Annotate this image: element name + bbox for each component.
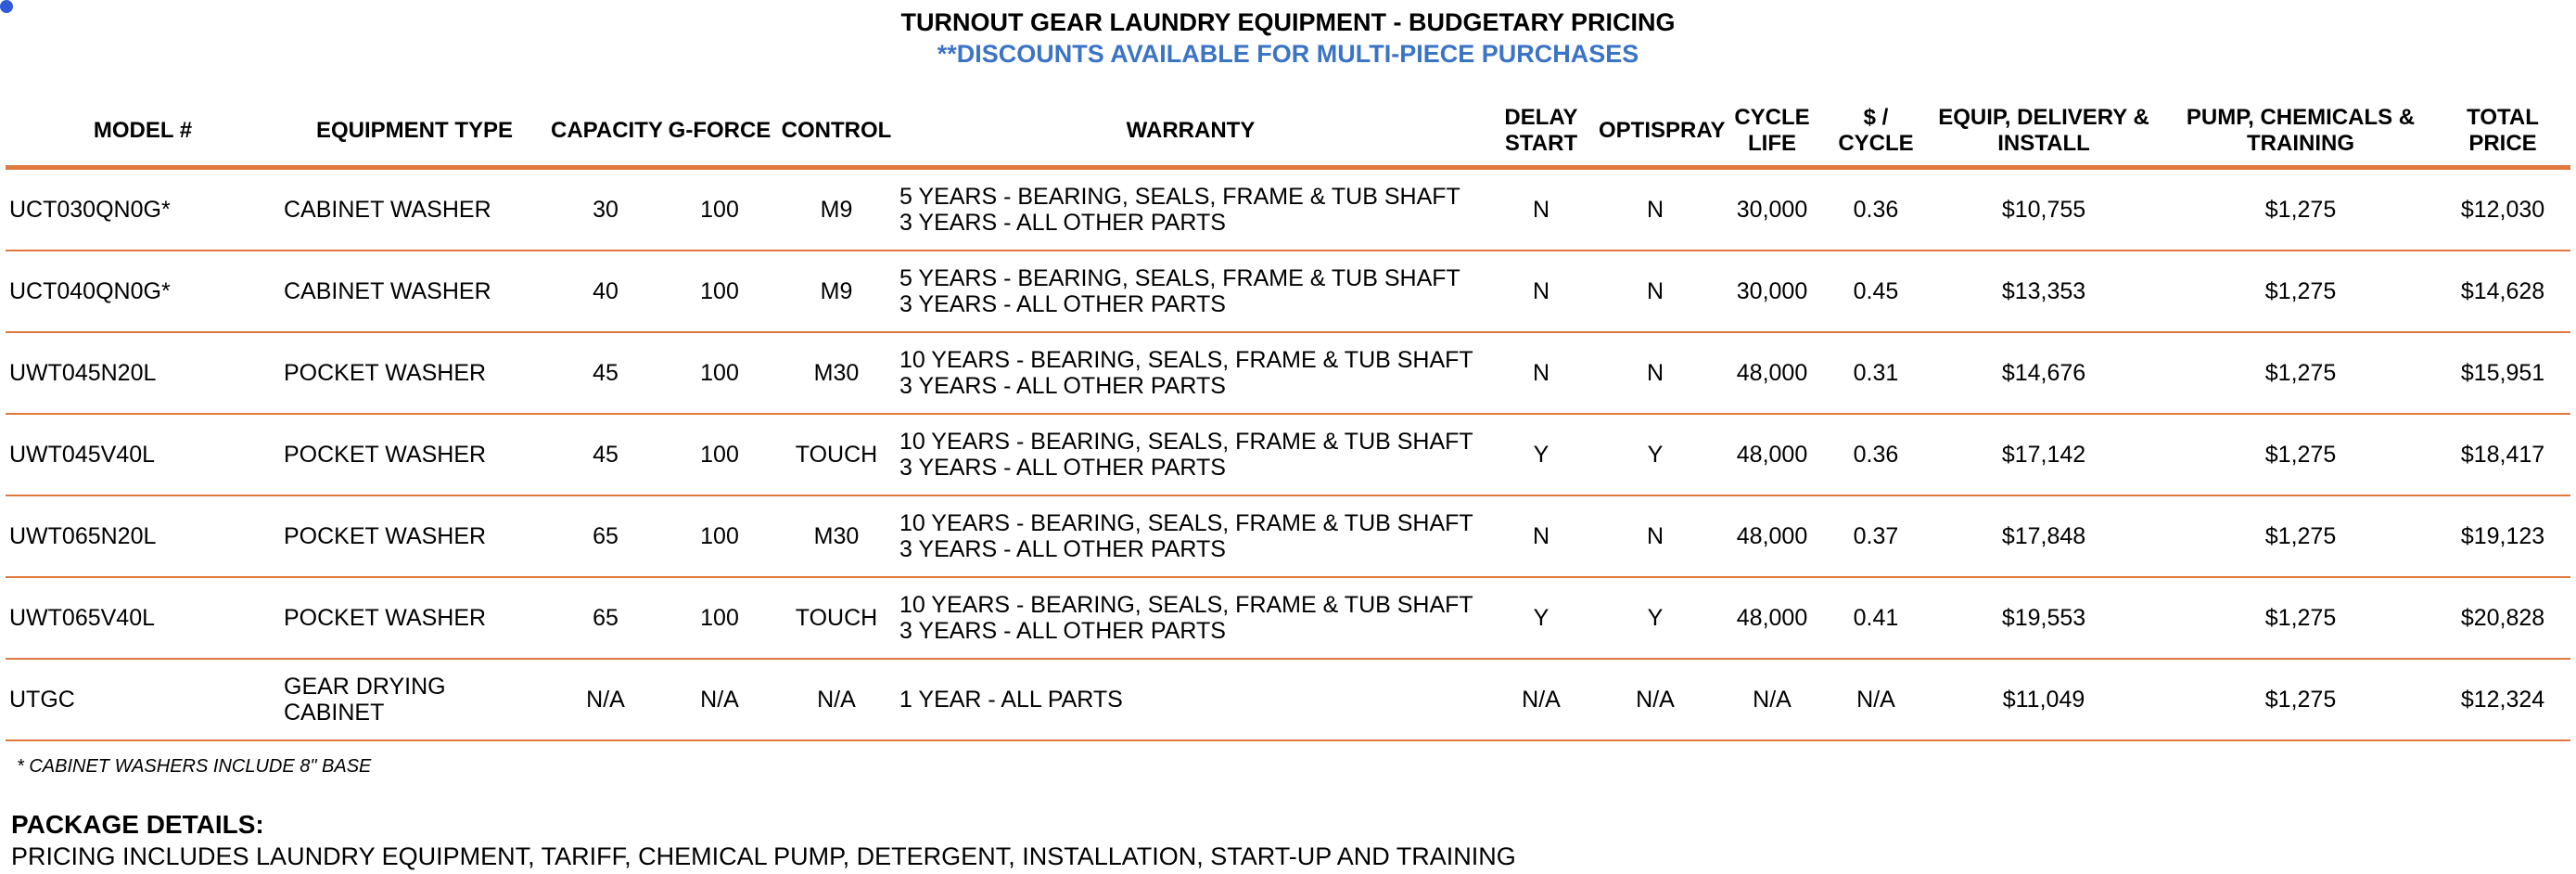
cell-model: UWT065N20L (6, 495, 280, 577)
cell-cycle-life: 48,000 (1714, 332, 1830, 414)
cell-optispray: N (1597, 251, 1714, 332)
cell-equipment-type: CABINET WASHER (280, 251, 549, 332)
table-row (6, 495, 2570, 577)
table-row (6, 577, 2570, 659)
cell-gforce: 100 (662, 251, 777, 332)
header-cycle-life: CYCLE LIFE (1714, 100, 1830, 168)
table-row (6, 414, 2570, 495)
cell-per-cycle: 0.31 (1830, 332, 1921, 414)
header-control: CONTROL (777, 100, 896, 168)
cell-delay-start: N (1486, 168, 1597, 251)
cell-equip-delivery-install: $11,049 (1921, 659, 2166, 740)
cell-control: M30 (777, 495, 896, 577)
header-pump-chemicals-training: PUMP, CHEMICALS & TRAINING (2166, 100, 2435, 168)
cell-equip-delivery-install: $10,755 (1921, 168, 2166, 251)
cell-gforce: 100 (662, 495, 777, 577)
cell-model: UTGC (6, 659, 280, 740)
cell-delay-start: Y (1486, 414, 1597, 495)
header-warranty: WARRANTY (896, 100, 1486, 168)
cell-capacity: 40 (549, 251, 662, 332)
table-header-row (6, 100, 2570, 168)
table-row (6, 168, 2570, 251)
cell-control: M9 (777, 168, 896, 251)
cell-per-cycle: N/A (1830, 659, 1921, 740)
discount-notice: **DISCOUNTS AVAILABLE FOR MULTI-PIECE PURCHASES (937, 40, 1639, 68)
cell-cycle-life: N/A (1714, 659, 1830, 740)
cell-total-price: $20,828 (2435, 577, 2570, 659)
cell-equip-delivery-install: $14,676 (1921, 332, 2166, 414)
cell-warranty: 10 YEARS - BEARING, SEALS, FRAME & TUB SHAFT 3 YEARS - ALL OTHER PARTS (896, 495, 1486, 577)
cell-model: UWT045V40L (6, 414, 280, 495)
table-row (6, 251, 2570, 332)
cell-warranty: 10 YEARS - BEARING, SEALS, FRAME & TUB SHAFT 3 YEARS - ALL OTHER PARTS (896, 332, 1486, 414)
cell-total-price: $12,324 (2435, 659, 2570, 740)
cell-warranty: 5 YEARS - BEARING, SEALS, FRAME & TUB SHAFT 3 YEARS - ALL OTHER PARTS (896, 168, 1486, 251)
cell-cycle-life: 48,000 (1714, 495, 1830, 577)
cell-per-cycle: 0.37 (1830, 495, 1921, 577)
cell-control: TOUCH (777, 577, 896, 659)
cell-cycle-life: 30,000 (1714, 251, 1830, 332)
cell-gforce: N/A (662, 659, 777, 740)
cell-cycle-life: 30,000 (1714, 168, 1830, 251)
header-optispray: OPTISPRAY (1597, 100, 1714, 168)
header-per-cycle: $ / CYCLE (1830, 100, 1921, 168)
cell-optispray: N/A (1597, 659, 1714, 740)
header-delay-start: DELAY START (1486, 100, 1597, 168)
cell-pump-chemicals-training: $1,275 (2166, 414, 2435, 495)
cell-warranty: 1 YEAR - ALL PARTS (896, 659, 1486, 740)
cell-warranty: 10 YEARS - BEARING, SEALS, FRAME & TUB SHAFT 3 YEARS - ALL OTHER PARTS (896, 577, 1486, 659)
cell-equip-delivery-install: $19,553 (1921, 577, 2166, 659)
cell-equip-delivery-install: $13,353 (1921, 251, 2166, 332)
header-total-price: TOTAL PRICE (2435, 100, 2570, 168)
table-row (6, 659, 2570, 740)
cell-model: UWT045N20L (6, 332, 280, 414)
cell-equipment-type: POCKET WASHER (280, 495, 549, 577)
cell-delay-start: N/A (1486, 659, 1597, 740)
cell-pump-chemicals-training: $1,275 (2166, 577, 2435, 659)
cell-control: TOUCH (777, 414, 896, 495)
cell-total-price: $15,951 (2435, 332, 2570, 414)
cell-per-cycle: 0.36 (1830, 414, 1921, 495)
header-model: MODEL # (6, 100, 280, 168)
pricing-table (6, 100, 2570, 741)
cell-pump-chemicals-training: $1,275 (2166, 659, 2435, 740)
cell-per-cycle: 0.36 (1830, 168, 1921, 251)
cell-optispray: N (1597, 168, 1714, 251)
footnote: * CABINET WASHERS INCLUDE 8" BASE (17, 756, 372, 777)
cell-capacity: 45 (549, 332, 662, 414)
cell-capacity: 45 (549, 414, 662, 495)
cell-equipment-type: POCKET WASHER (280, 414, 549, 495)
cell-delay-start: N (1486, 495, 1597, 577)
cell-control: N/A (777, 659, 896, 740)
cell-cycle-life: 48,000 (1714, 414, 1830, 495)
cell-per-cycle: 0.45 (1830, 251, 1921, 332)
cell-optispray: N (1597, 332, 1714, 414)
cell-total-price: $18,417 (2435, 414, 2570, 495)
cell-gforce: 100 (662, 332, 777, 414)
package-details-heading: PACKAGE DETAILS: (11, 810, 264, 839)
cell-delay-start: N (1486, 332, 1597, 414)
document-title: TURNOUT GEAR LAUNDRY EQUIPMENT - BUDGETARY PRICING (900, 8, 1676, 36)
cell-optispray: Y (1597, 577, 1714, 659)
cell-optispray: N (1597, 495, 1714, 577)
cell-pump-chemicals-training: $1,275 (2166, 168, 2435, 251)
cell-equipment-type: GEAR DRYING CABINET (280, 659, 549, 740)
cell-equipment-type: POCKET WASHER (280, 332, 549, 414)
cell-total-price: $12,030 (2435, 168, 2570, 251)
cell-optispray: Y (1597, 414, 1714, 495)
cell-total-price: $19,123 (2435, 495, 2570, 577)
cell-warranty: 5 YEARS - BEARING, SEALS, FRAME & TUB SHAFT 3 YEARS - ALL OTHER PARTS (896, 251, 1486, 332)
cell-model: UCT030QN0G* (6, 168, 280, 251)
cell-warranty: 10 YEARS - BEARING, SEALS, FRAME & TUB SHAFT 3 YEARS - ALL OTHER PARTS (896, 414, 1486, 495)
cell-gforce: 100 (662, 577, 777, 659)
cell-pump-chemicals-training: $1,275 (2166, 332, 2435, 414)
cell-gforce: 100 (662, 414, 777, 495)
cell-equipment-type: POCKET WASHER (280, 577, 549, 659)
table-row (6, 332, 2570, 414)
cell-capacity: 30 (549, 168, 662, 251)
header-gforce: G-FORCE (662, 100, 777, 168)
cell-control: M30 (777, 332, 896, 414)
cell-equip-delivery-install: $17,848 (1921, 495, 2166, 577)
cell-equip-delivery-install: $17,142 (1921, 414, 2166, 495)
cell-pump-chemicals-training: $1,275 (2166, 495, 2435, 577)
cell-control: M9 (777, 251, 896, 332)
cell-capacity: 65 (549, 495, 662, 577)
cell-equipment-type: CABINET WASHER (280, 168, 549, 251)
cell-gforce: 100 (662, 168, 777, 251)
package-details-text: PRICING INCLUDES LAUNDRY EQUIPMENT, TARIFF, CHEMICAL PUMP, DETERGENT, INSTALLATION, START-UP AND TRAINING (11, 842, 1516, 870)
cell-cycle-life: 48,000 (1714, 577, 1830, 659)
header-capacity: CAPACITY (549, 100, 662, 168)
cell-model: UCT040QN0G* (6, 251, 280, 332)
header-equipment-type: EQUIPMENT TYPE (280, 100, 549, 168)
header-equip-delivery-install: EQUIP, DELIVERY & INSTALL (1921, 100, 2166, 168)
cell-total-price: $14,628 (2435, 251, 2570, 332)
cell-capacity: N/A (549, 659, 662, 740)
cell-pump-chemicals-training: $1,275 (2166, 251, 2435, 332)
cell-model: UWT065V40L (6, 577, 280, 659)
cell-delay-start: N (1486, 251, 1597, 332)
cell-capacity: 65 (549, 577, 662, 659)
cell-per-cycle: 0.41 (1830, 577, 1921, 659)
cell-delay-start: Y (1486, 577, 1597, 659)
